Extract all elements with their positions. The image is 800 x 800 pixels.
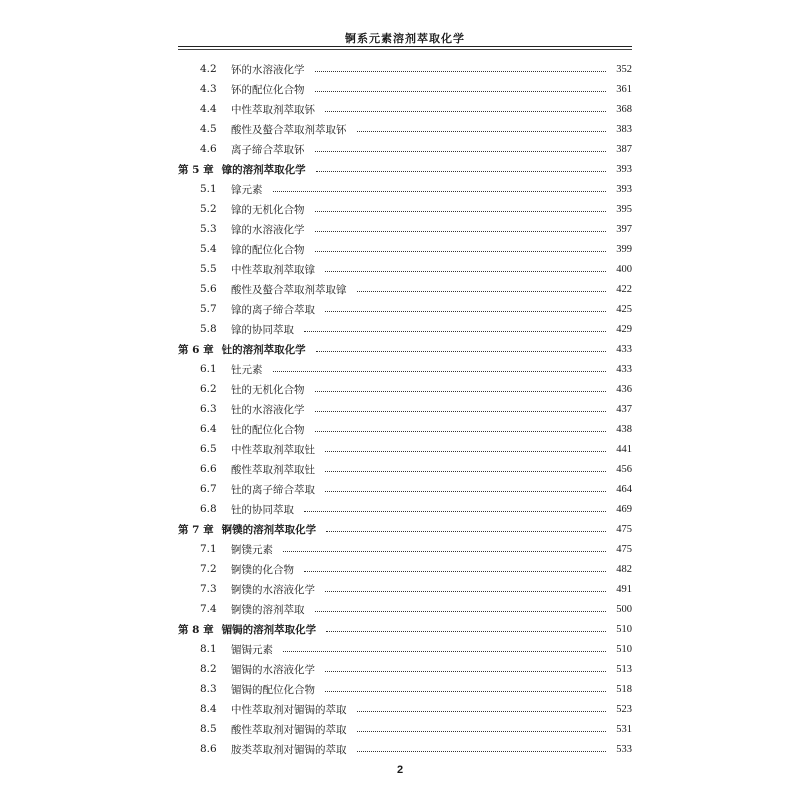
toc-section-row	[178, 599, 632, 619]
toc-entry-page: 400	[616, 263, 632, 275]
toc-entry-number: 6.5	[200, 443, 217, 455]
toc-entry-page: 482	[616, 563, 632, 575]
toc-section-row	[178, 459, 632, 479]
toc-section-row	[178, 99, 632, 119]
toc-entry-page: 531	[616, 723, 632, 735]
toc-entry-number: 5.5	[200, 263, 217, 275]
toc-entry-title: 胺类萃取剂对镅锔的萃取	[231, 743, 347, 756]
toc-entry-number: 7.2	[200, 563, 217, 575]
toc-entry-title: 酸性及螯合萃取剂萃取钚	[231, 123, 347, 136]
toc-entry-title: 钍的无机化合物	[231, 383, 305, 396]
toc-entry-number: 6.4	[200, 423, 217, 435]
toc-entry-number: 8.5	[200, 723, 217, 735]
toc-chapter-row	[178, 159, 632, 179]
toc-entry-number: 5.2	[200, 203, 217, 215]
toc-section-row	[178, 399, 632, 419]
toc-entry-title: 镎的水溶液化学	[231, 223, 305, 236]
toc-entry-page: 393	[616, 163, 632, 175]
toc-entry-number: 7.1	[200, 543, 217, 555]
toc-entry-title: 离子缔合萃取钚	[231, 143, 305, 156]
toc-entry-page: 429	[616, 323, 632, 335]
toc-entry-title: 镎的配位化合物	[231, 243, 305, 256]
toc-section-row	[178, 659, 632, 679]
header-rule-thin	[178, 49, 632, 50]
toc-section-row	[178, 559, 632, 579]
toc-entry-number: 6.2	[200, 383, 217, 395]
toc-section-row	[178, 299, 632, 319]
dot-leader	[325, 490, 606, 492]
toc-entry-title: 钍的水溶液化学	[231, 403, 305, 416]
toc-entry-number: 8.1	[200, 643, 217, 655]
toc-entry-page: 510	[616, 623, 632, 635]
toc-entry-number: 6.7	[200, 483, 217, 495]
dot-leader	[273, 370, 607, 372]
toc-entry-number: 第 7 章	[178, 523, 214, 536]
toc-entry-number: 8.6	[200, 743, 217, 755]
dot-leader	[325, 470, 606, 472]
dot-leader	[304, 330, 606, 332]
toc-section-row	[178, 139, 632, 159]
toc-entry-number: 6.3	[200, 403, 217, 415]
dot-leader	[315, 230, 607, 232]
toc-section-row	[178, 59, 632, 79]
toc-entry-page: 437	[616, 403, 632, 415]
toc-entry-number: 8.3	[200, 683, 217, 695]
toc-entry-page: 456	[616, 463, 632, 475]
toc-section-row	[178, 359, 632, 379]
toc-entry-number: 5.4	[200, 243, 217, 255]
toc-chapter-row	[178, 339, 632, 359]
toc-entry-title: 锕镤元素	[231, 543, 273, 556]
toc-entry-page: 368	[616, 103, 632, 115]
toc-section-row	[178, 579, 632, 599]
dot-leader	[315, 250, 607, 252]
dot-leader	[315, 70, 607, 72]
toc-entry-number: 7.4	[200, 603, 217, 615]
toc-entry-page: 395	[616, 203, 632, 215]
dot-leader	[315, 410, 607, 412]
toc-entry-page: 469	[616, 503, 632, 515]
toc-entry-page: 361	[616, 83, 632, 95]
toc-entry-number: 第 8 章	[178, 623, 214, 636]
dot-leader	[316, 170, 606, 172]
toc-entry-page: 464	[616, 483, 632, 495]
toc-entry-title: 钍的协同萃取	[231, 503, 294, 516]
toc-entry-title: 酸性及螯合萃取剂萃取镎	[231, 283, 347, 296]
toc-entry-number: 4.3	[200, 83, 217, 95]
toc-section-row	[178, 719, 632, 739]
toc-entry-title: 镅锔的溶剂萃取化学	[221, 623, 317, 636]
toc-entry-page: 475	[616, 543, 632, 555]
toc-entry-page: 393	[616, 183, 632, 195]
dot-leader	[325, 310, 606, 312]
toc-section-row	[178, 419, 632, 439]
toc-entry-title: 镅锔的配位化合物	[231, 683, 315, 696]
toc-entry-number: 8.4	[200, 703, 217, 715]
toc-entry-title: 钍的离子缔合萃取	[231, 483, 315, 496]
toc-entry-number: 6.6	[200, 463, 217, 475]
toc-entry-title: 镅锔的水溶液化学	[231, 663, 315, 676]
toc-entry-number: 5.1	[200, 183, 217, 195]
toc-entry-page: 422	[616, 283, 632, 295]
toc-entry-title: 镎元素	[231, 183, 263, 196]
toc-entry-number: 4.6	[200, 143, 217, 155]
dot-leader	[304, 510, 606, 512]
toc-entry-page: 425	[616, 303, 632, 315]
table-of-contents	[178, 59, 632, 759]
toc-entry-title: 中性萃取剂萃取钚	[231, 103, 315, 116]
dot-leader	[315, 90, 607, 92]
toc-section-row	[178, 479, 632, 499]
toc-entry-page: 523	[616, 703, 632, 715]
toc-entry-number: 5.3	[200, 223, 217, 235]
toc-entry-title: 钚的配位化合物	[231, 83, 305, 96]
dot-leader	[325, 690, 606, 692]
toc-entry-page: 500	[616, 603, 632, 615]
dot-leader	[325, 450, 606, 452]
dot-leader	[283, 550, 606, 552]
toc-section-row	[178, 279, 632, 299]
toc-section-row	[178, 319, 632, 339]
toc-section-row	[178, 79, 632, 99]
toc-section-row	[178, 699, 632, 719]
toc-section-row	[178, 119, 632, 139]
toc-entry-number: 4.2	[200, 63, 217, 75]
dot-leader	[273, 190, 607, 192]
dot-leader	[325, 590, 606, 592]
toc-entry-title: 锕镤的水溶液化学	[231, 583, 315, 596]
dot-leader	[325, 270, 606, 272]
toc-section-row	[178, 379, 632, 399]
toc-entry-title: 中性萃取剂萃取镎	[231, 263, 315, 276]
dot-leader	[357, 290, 607, 292]
dot-leader	[326, 530, 606, 532]
toc-entry-page: 441	[616, 443, 632, 455]
dot-leader	[315, 390, 607, 392]
toc-entry-number: 5.7	[200, 303, 217, 315]
toc-entry-title: 钍元素	[231, 363, 263, 376]
toc-section-row	[178, 499, 632, 519]
toc-entry-title: 锕镤的化合物	[231, 563, 294, 576]
toc-entry-title: 钍的溶剂萃取化学	[221, 343, 306, 356]
toc-section-row	[178, 539, 632, 559]
toc-section-row	[178, 199, 632, 219]
toc-entry-number: 第 5 章	[178, 163, 214, 176]
toc-entry-number: 4.5	[200, 123, 217, 135]
toc-entry-page: 438	[616, 423, 632, 435]
toc-entry-page: 383	[616, 123, 632, 135]
toc-entry-number: 第 6 章	[178, 343, 214, 356]
dot-leader	[325, 110, 606, 112]
toc-entry-number: 4.4	[200, 103, 217, 115]
toc-entry-title: 锕镤的溶剂萃取	[231, 603, 305, 616]
toc-section-row	[178, 679, 632, 699]
toc-section-row	[178, 219, 632, 239]
toc-entry-page: 533	[616, 743, 632, 755]
toc-entry-page: 518	[616, 683, 632, 695]
dot-leader	[316, 350, 606, 352]
toc-entry-page: 433	[616, 343, 632, 355]
toc-entry-page: 510	[616, 643, 632, 655]
dot-leader	[315, 150, 607, 152]
dot-leader	[357, 130, 607, 132]
toc-entry-page: 397	[616, 223, 632, 235]
toc-entry-title: 镎的离子缔合萃取	[231, 303, 315, 316]
toc-entry-page: 399	[616, 243, 632, 255]
toc-entry-number: 6.1	[200, 363, 217, 375]
toc-entry-title: 中性萃取剂萃取钍	[231, 443, 315, 456]
toc-chapter-row	[178, 519, 632, 539]
dot-leader	[315, 210, 607, 212]
toc-entry-number: 6.8	[200, 503, 217, 515]
toc-entry-number: 5.8	[200, 323, 217, 335]
toc-section-row	[178, 639, 632, 659]
toc-entry-title: 钍的配位化合物	[231, 423, 305, 436]
toc-entry-title: 锕镤的溶剂萃取化学	[221, 523, 317, 536]
toc-entry-title: 钚的水溶液化学	[231, 63, 305, 76]
page-number: 2	[396, 764, 404, 776]
running-header: 锕系元素溶剂萃取化学	[345, 32, 465, 45]
toc-entry-title: 中性萃取剂对镅锔的萃取	[231, 703, 347, 716]
toc-entry-page: 513	[616, 663, 632, 675]
dot-leader	[315, 430, 607, 432]
toc-section-row	[178, 179, 632, 199]
toc-entry-title: 镎的协同萃取	[231, 323, 294, 336]
toc-entry-page: 475	[616, 523, 632, 535]
toc-entry-number: 8.2	[200, 663, 217, 675]
dot-leader	[357, 730, 607, 732]
toc-entry-title: 酸性萃取剂萃取钍	[231, 463, 315, 476]
toc-section-row	[178, 439, 632, 459]
dot-leader	[357, 750, 607, 752]
header-rule-thick	[178, 46, 632, 47]
toc-section-row	[178, 739, 632, 759]
toc-entry-title: 酸性萃取剂对镅锔的萃取	[231, 723, 347, 736]
toc-entry-page: 433	[616, 363, 632, 375]
toc-section-row	[178, 259, 632, 279]
toc-entry-title: 镅锔元素	[231, 643, 273, 656]
dot-leader	[326, 630, 606, 632]
dot-leader	[325, 670, 606, 672]
toc-entry-number: 7.3	[200, 583, 217, 595]
toc-entry-number: 5.6	[200, 283, 217, 295]
toc-entry-title: 镎的无机化合物	[231, 203, 305, 216]
toc-entry-page: 436	[616, 383, 632, 395]
dot-leader	[304, 570, 606, 572]
toc-chapter-row	[178, 619, 632, 639]
toc-entry-page: 352	[616, 63, 632, 75]
dot-leader	[315, 610, 607, 612]
toc-section-row	[178, 239, 632, 259]
toc-entry-page: 491	[616, 583, 632, 595]
dot-leader	[357, 710, 607, 712]
toc-entry-page: 387	[616, 143, 632, 155]
toc-entry-title: 镎的溶剂萃取化学	[221, 163, 306, 176]
dot-leader	[283, 650, 606, 652]
